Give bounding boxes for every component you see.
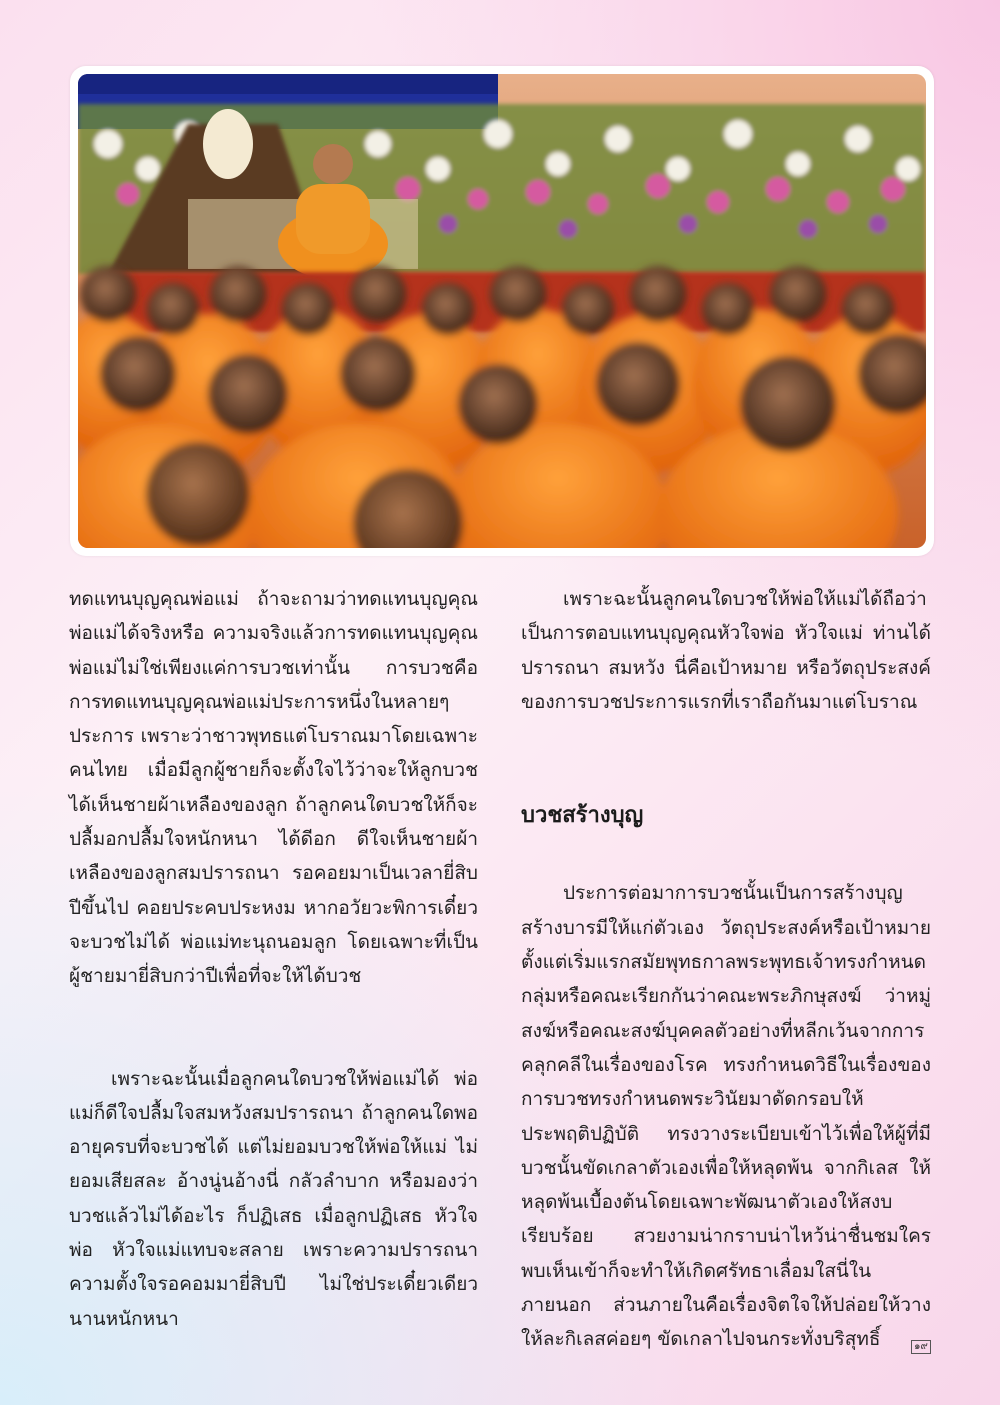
left-column: [69, 582, 478, 1336]
right-column: [521, 582, 931, 1357]
left-paragraph-1: ทดแทนบุญคุณพ่อแม่ ถ้าจะถามว่าทดแทนบุญคุณพ่อแม่ได้จริงหรือ ความจริงแล้วการทดแทนบุญคุณพ่อแม่ไม่ใช่เพียงแค่การบวชเท่านั้น การบวชคือการทดแทนบุญคุณพ่อแม่ประการหนึ่งในหลายๆ ประการ เพราะว่าชาวพุทธแต่โบราณมาโดยเฉพาะคนไทย เมื่อมีลูกผู้ชายก็จะตั้งใจไว้ว่าจะให้ลูกบวชได้เห็นชายผ้าเหลืองของลูก ถ้าลูกคนใดบวชให้ก็จะปลื้มอกปลื้มใจหนักหนา ได้ดีอก ดีใจเห็นชายผ้าเหลืองของลูกสมปรารถนา รอคอยมาเป็นเวลายี่สิบปีขึ้นไป คอยประคบประหงม หากอวัยวะพิการเดี๋ยวจะบวชไม่ได้ พ่อแม่ทะนุถนอมลูก โดยเฉพาะที่เป็นผู้ชายมายี่สิบกว่าปีเพื่อที่จะให้ได้บวช: [69, 588, 478, 988]
monks-ceremony-photo: [78, 74, 926, 548]
page-number: ๑๙: [911, 1340, 931, 1354]
section-heading: บวชสร้างบุญ: [521, 803, 644, 829]
left-paragraph-2: เพราะฉะนั้นเมื่อลูกคนใดบวชให้พ่อแม่ได้ พ่อแม่ก็ดีใจปลื้มใจสมหวังสมปรารถนา ถ้าลูกคนใดพออายุครบที่จะบวชได้ แต่ไม่ยอมบวชให้พ่อให้แม่ ไม่ยอมเสียสละ อ้างนู่นอ้างนี่ กลัวลำบาก หรือมองว่าบวชแล้วไม่ได้อะไร ก็ปฏิเสธ เมื่อลูกปฏิเสธ หัวใจพ่อ หัวใจแม่แทบจะสลาย เพราะความปรารถนา ความตั้งใจรอคอมมายี่สิบปี ไม่ใช่ประเดี๋ยวเดียว นานหนักหนา: [69, 1067, 478, 1330]
right-paragraph-2: ประการต่อมาการบวชนั้นเป็นการสร้างบุญสร้างบารมีให้แก่ตัวเอง วัตถุประสงค์หรือเป้าหมายตั้งแต่เริ่มแรกสมัยพุทธกาลพระพุทธเจ้าทรงกำหนดกลุ่มหรือคณะเรียกกันว่าคณะพระภิกษุสงฆ์ ว่าหมู่สงฆ์หรือคณะสงฆ์บุคคลตัวอย่างที่หลีกเว้นจากการคลุกคลีในเรื่องของโรค ทรงกำหนดวิธีในเรื่องของการบวชทรงกำหนดพระวินัยมาดัดกรอบให้ประพฤติปฏิบัติ ทรงวางระเบียบเข้าไว้เพื่อให้ผู้ที่มีบวชนั้นขัดเกลาตัวเองเพื่อให้หลุดพ้น จากกิเลส ให้หลุดพ้นเบื้องต้นโดยเฉพาะพัฒนาตัวเองให้สงบเรียบร้อย สวยงามน่ากราบน่าไหว้น่าชื่นชมใครพบเห็นเข้าก็จะทำให้เกิดศรัทธาเลื่อมใสนี่ในภายนอก ส่วนภายในคือเรื่องจิตใจให้ปล่อยให้วางให้ละกิเลสค่อยๆ ขัดเกลาไปจนกระทั่งบริสุทธิ์: [521, 882, 931, 1351]
photo-illustration: [78, 74, 926, 548]
right-paragraph-1: เพราะฉะนั้นลูกคนใดบวชให้พ่อให้แม่ได้ถือว่าเป็นการตอบแทนบุญคุณหัวใจพ่อ หัวใจแม่ ท่านได้ปรารถนา สมหวัง นี่คือเป้าหมาย หรือวัตถุประสงค์ของการบวชประการแรกที่เราถือกันมาแต่โบราณ: [521, 588, 931, 713]
photo-frame: [70, 66, 934, 556]
